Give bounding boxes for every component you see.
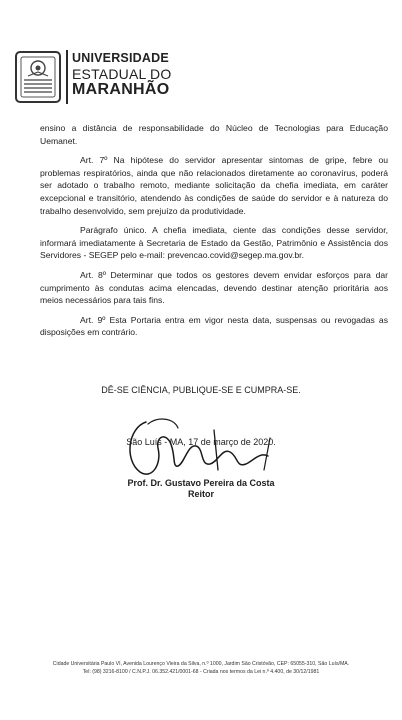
university-name-line2: ESTADUAL DO xyxy=(72,65,172,82)
document-body xyxy=(40,122,388,346)
university-name-line1: UNIVERSIDADE xyxy=(72,51,169,65)
signer-block xyxy=(0,478,402,500)
letterhead-divider xyxy=(66,50,68,104)
closing-statement: DÊ-SE CIÊNCIA, PUBLIQUE-SE E CUMPRA-SE. xyxy=(101,385,301,395)
paragraph-art-7: Art. 7º Na hipótese do servidor apresentar sintomas de gripe, febre ou problemas respiratórios, ainda que não relacionados diretamente ao coronavírus, poderá ser adotado o trabalho remoto, mediante solicitação da chefia imediata, em caráter excepcional e transitório, atendendo às condições de saúde do servidor e à natureza do trabalho desenvolvido, sem prejuízo da produtividade. xyxy=(40,155,388,216)
footer xyxy=(20,660,382,676)
paragraph-continuation: ensino a distância de responsabilidade do Núcleo de Tecnologias para Educação Uemanet. xyxy=(40,123,388,146)
footer-contact: Tel: (98) 3216-8100 / C.N.P.J. 06.352.421/0001-68 - Criada nos termos da Lei n.º 4.400, de 30/12/1981 xyxy=(82,669,320,675)
paragraph-unico: Parágrafo único. A chefia imediata, ciente das condições desse servidor, informará imediatamente à Secretaria de Estado da Gestão, Patrimônio e Assistência dos Servidores - SEGEP pelo e-mail: prevencao.covid@segep.ma.gov.br. xyxy=(40,225,388,261)
paragraph-art-9: Art. 9º Esta Portaria entra em vigor nesta data, suspensas ou revogadas as disposições em contrário. xyxy=(40,314,388,338)
university-name-line3: MARANHÃO xyxy=(72,80,170,98)
footer-address: Cidade Universitária Paulo VI, Avenida Lourenço Vieira da Silva, n.º 1000, Jardim São Cristóvão, CEP: 65055-310, São Luís/MA. xyxy=(52,661,350,667)
signer-role: Reitor xyxy=(187,489,214,499)
university-seal-icon xyxy=(14,50,62,104)
signer-name: Prof. Dr. Gustavo Pereira da Costa xyxy=(127,478,275,488)
handwritten-signature-icon xyxy=(118,408,318,488)
date-line: São Luís - MA, 17 de março de 2020. xyxy=(126,437,276,447)
letterhead xyxy=(14,50,214,106)
paragraph-art-8: Art. 8º Determinar que todos os gestores devem envidar esforços para dar cumprimento às condutas acima elencadas, devendo destinar atenção prioritária aos meios necessários para tais fins. xyxy=(40,269,388,306)
university-name xyxy=(72,52,171,98)
